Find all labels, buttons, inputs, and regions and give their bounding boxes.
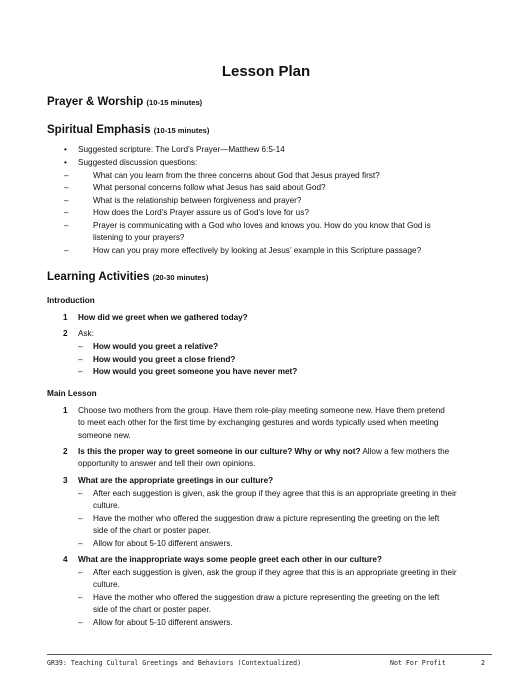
list-number: 2 [63,447,68,456]
dash-icon: – [64,183,69,192]
sub-item: Have the mother who offered the suggestion draw a picture representing the greeting on the left [93,514,440,523]
main-lesson-heading: Main Lesson [47,389,97,398]
sub-item: Allow for about 5-10 different answers. [93,539,233,548]
sub-item-continued: side of the chart or poster paper. [93,526,211,535]
ask-label: Ask: [78,329,94,338]
dash-icon: – [64,196,69,205]
dash-icon: – [64,246,69,255]
prayer-duration: (10-15 minutes) [146,98,203,107]
learning-heading-text: Learning Activities [47,271,150,283]
intro-question: How did we greet when we gathered today? [78,313,248,322]
page-title: Lesson Plan [221,63,311,80]
sub-item: Allow for about 5-10 different answers. [93,618,233,627]
ask-item: How would you greet someone you have never met? [93,367,298,376]
footer-divider [47,654,492,655]
footer-document-title: GR39: Teaching Cultural Greetings and Behaviors (Contextualized) [47,659,302,667]
dash-icon: – [78,593,83,602]
question-item: What can you learn from the three concerns about God that Jesus prayed first? [93,171,380,180]
main-step-question: What are the inappropriate ways some people greet each other in our culture? [78,555,382,564]
bullet-icon: • [64,145,67,154]
main-step-question: What are the appropriate greetings in our culture? [78,476,274,485]
dash-icon: – [78,342,83,351]
list-number: 1 [63,406,68,415]
learning-activities-heading [47,271,208,283]
main-step-text [78,446,449,459]
list-number: 3 [63,476,68,485]
scripture-bullet: Suggested scripture: The Lord’s Prayer—Matthew 6:5-14 [78,145,285,154]
list-number: 4 [63,555,68,564]
sub-item: Have the mother who offered the suggestion draw a picture representing the greeting on the left [93,593,440,602]
main-step-text: to meet each other for the first time by exchanging gestures and words typically used when meeting [78,418,439,427]
dash-icon: – [78,539,83,548]
list-number: 2 [63,329,68,338]
main-step-text: someone new. [78,431,131,440]
main-step-text: Choose two mothers from the group. Have them role-play meeting someone new. Have them pretend [78,406,445,415]
list-number: 1 [63,313,68,322]
questions-bullet: Suggested discussion questions: [78,158,198,167]
prayer-heading-text: Prayer & Worship [47,96,144,108]
dash-icon: – [64,221,69,230]
bullet-icon: • [64,158,67,167]
question-item: What is the relationship between forgiveness and prayer? [93,196,302,205]
ask-item: How would you greet a close friend? [93,355,236,364]
question-item: How does the Lord’s Prayer assure us of God’s love for us? [93,208,309,217]
question-item-continued: listening to your prayers? [93,233,185,242]
dash-icon: – [64,208,69,217]
dash-icon: – [78,367,83,376]
dash-icon: – [64,171,69,180]
spiritual-emphasis-heading [47,124,209,136]
dash-icon: – [78,568,83,577]
question-item: What personal concerns follow what Jesus has said about God? [93,183,326,192]
prayer-worship-heading [47,96,202,108]
sub-item-continued: side of the chart or poster paper. [93,605,211,614]
dash-icon: – [78,618,83,627]
introduction-heading: Introduction [47,296,95,305]
sub-item-continued: culture. [93,580,120,589]
main-step-question: Is this the proper way to greet someone in our culture? Why or why not? [78,447,361,456]
question-item: Prayer is communicating with a God who loves and knows you. How do you know that God is [93,221,431,230]
spiritual-heading-text: Spiritual Emphasis [47,124,151,136]
dash-icon: – [78,355,83,364]
ask-item: How would you greet a relative? [93,342,219,351]
sub-item: After each suggestion is given, ask the group if they agree that this is an appropriate greeting in their [93,568,457,577]
dash-icon: – [78,514,83,523]
main-step-rest: Allow a few mothers the [360,447,450,456]
footer-not-for-profit: Not For Profit [390,659,446,667]
sub-item: After each suggestion is given, ask the group if they agree that this is an appropriate greeting in their [93,489,457,498]
spiritual-duration: (10-15 minutes) [153,126,210,135]
sub-item-continued: culture. [93,501,120,510]
main-step-text: opportunity to answer and tell their own opinions. [78,459,256,468]
learning-duration: (20-30 minutes) [152,273,209,282]
footer-page-number: 2 [481,659,485,667]
question-item: How can you pray more effectively by looking at Jesus’ example in this Scripture passage? [93,246,422,255]
dash-icon: – [78,489,83,498]
